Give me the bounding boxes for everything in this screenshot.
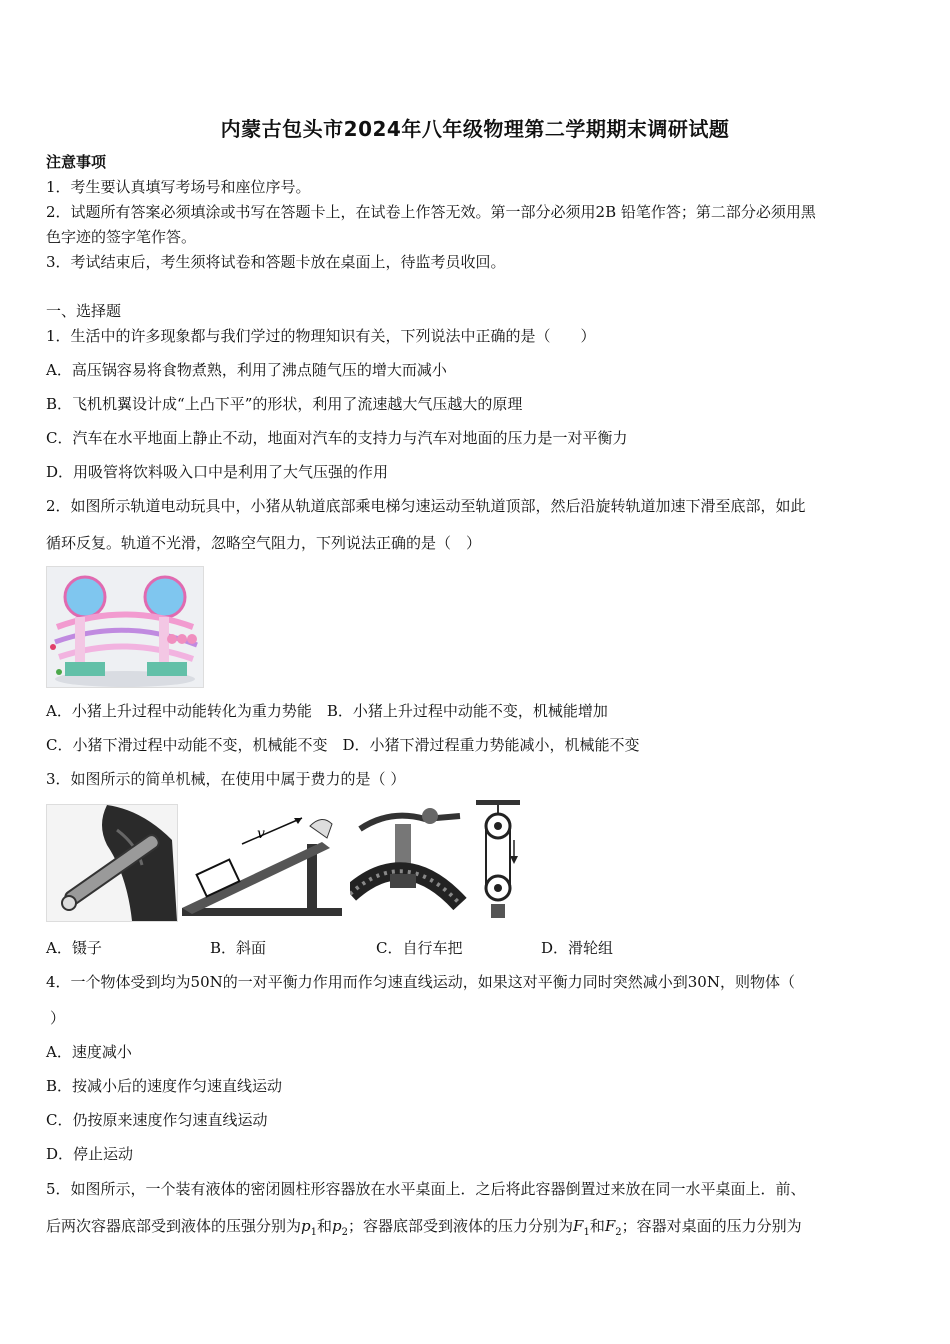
- notice-item: 3．考试结束后，考生须将试卷和答题卡放在桌面上，待监考员收回。: [46, 253, 506, 271]
- question-1-option-c: C．汽车在水平地面上静止不动，地面对汽车的支持力与汽车对地面的压力是一对平衡力: [46, 429, 628, 447]
- incline-figure: [182, 804, 344, 920]
- question-3-option-d: D．滑轮组: [541, 939, 614, 957]
- question-4-option-a: A．速度减小: [46, 1043, 132, 1061]
- text-run: 和: [317, 1217, 333, 1235]
- question-1-option-d: D．用吸管将饮料吸入口中是利用了大气压强的作用: [46, 463, 389, 481]
- question-5-stem: 5．如图所示，一个装有液体的密闭圆柱形容器放在水平桌面上．之后将此容器倒置过来放在同一水平桌面上．前、: [46, 1180, 806, 1198]
- notice-item: 2．试题所有答案必须填涂或书写在答题卡上，在试卷上作答无效。第一部分必须用2B 铅笔作答；第二部分必须用黑: [46, 203, 816, 221]
- pulley-figure: [476, 800, 520, 924]
- question-4-option-b: B．按减小后的速度作匀速直线运动: [46, 1077, 283, 1095]
- symbol-p: p: [332, 1217, 342, 1235]
- subscript: 2: [341, 1227, 348, 1238]
- notice-item: 色字迹的签字笔作答。: [46, 228, 197, 246]
- subscript: 1: [310, 1227, 317, 1238]
- section-heading: 一、选择题: [46, 302, 122, 320]
- question-3-stem: 3．如图所示的简单机械，在使用中属于费力的是（ ）: [46, 770, 406, 788]
- question-2-stem: 2．如图所示轨道电动玩具中，小猪从轨道底部乘电梯匀速运动至轨道顶部，然后沿旋转轨道加速下滑至底部，如此: [46, 497, 806, 515]
- question-4-option-c: C．仍按原来速度作匀速直线运动: [46, 1111, 268, 1129]
- question-2-stem: 循环反复。轨道不光滑，忽略空气阻力，下列说法正确的是（ ）: [46, 534, 482, 552]
- question-1-option-a: A．高压锅容易将食物煮熟，利用了沸点随气压的增大而减小: [46, 361, 447, 379]
- question-4-option-d: D．停止运动: [46, 1145, 134, 1163]
- notice-item: 1．考生要认真填写考场号和座位序号。: [46, 178, 311, 196]
- bicycle-handle-figure: [350, 804, 468, 920]
- question-3-option-a: A．镊子: [46, 939, 102, 957]
- text-run: 后两次容器底部受到液体的压强分别为: [46, 1217, 302, 1235]
- question-3-option-c: C．自行车把: [376, 939, 463, 957]
- symbol-f: F: [573, 1217, 584, 1235]
- text-run: 和: [589, 1217, 605, 1235]
- question-4-stem: ）: [50, 1009, 66, 1027]
- text-run: ；容器底部受到液体的压力分别为: [348, 1217, 574, 1235]
- subscript: 1: [583, 1227, 590, 1238]
- question-1-stem: 1．生活中的许多现象都与我们学过的物理知识有关，下列说法中正确的是（ ）: [46, 327, 596, 345]
- question-2-options-cd: C．小猪下滑过程中动能不变，机械能不变 D．小猪下滑过程重力势能减小，机械能不变: [46, 736, 640, 754]
- question-1-option-b: B．飞机机翼设计成“上凸下平”的形状，利用了流速越大气压越大的原理: [46, 395, 523, 413]
- symbol-p: p: [301, 1217, 311, 1235]
- question-2-options-ab: A．小猪上升过程中动能转化为重力势能 B．小猪上升过程中动能不变，机械能增加: [46, 702, 608, 720]
- velocity-label: v: [257, 826, 265, 842]
- tweezers-figure: [46, 804, 178, 922]
- question-3-option-b: B．斜面: [210, 939, 267, 957]
- page-title: 内蒙古包头市2024年八年级物理第二学期期末调研试题: [220, 117, 730, 141]
- question-4-stem: 4．一个物体受到均为50N的一对平衡力作用而作匀速直线运动，如果这对平衡力同时突然减小到30N，则物体（: [46, 973, 795, 991]
- symbol-f: F: [604, 1217, 616, 1235]
- text-run: ；容器对桌面的压力分别为: [621, 1217, 802, 1235]
- question-5-stem-line2: [46, 1216, 802, 1243]
- toy-track-photo: [46, 566, 204, 688]
- subscript: 2: [615, 1227, 622, 1238]
- notice-heading: 注意事项: [46, 153, 107, 171]
